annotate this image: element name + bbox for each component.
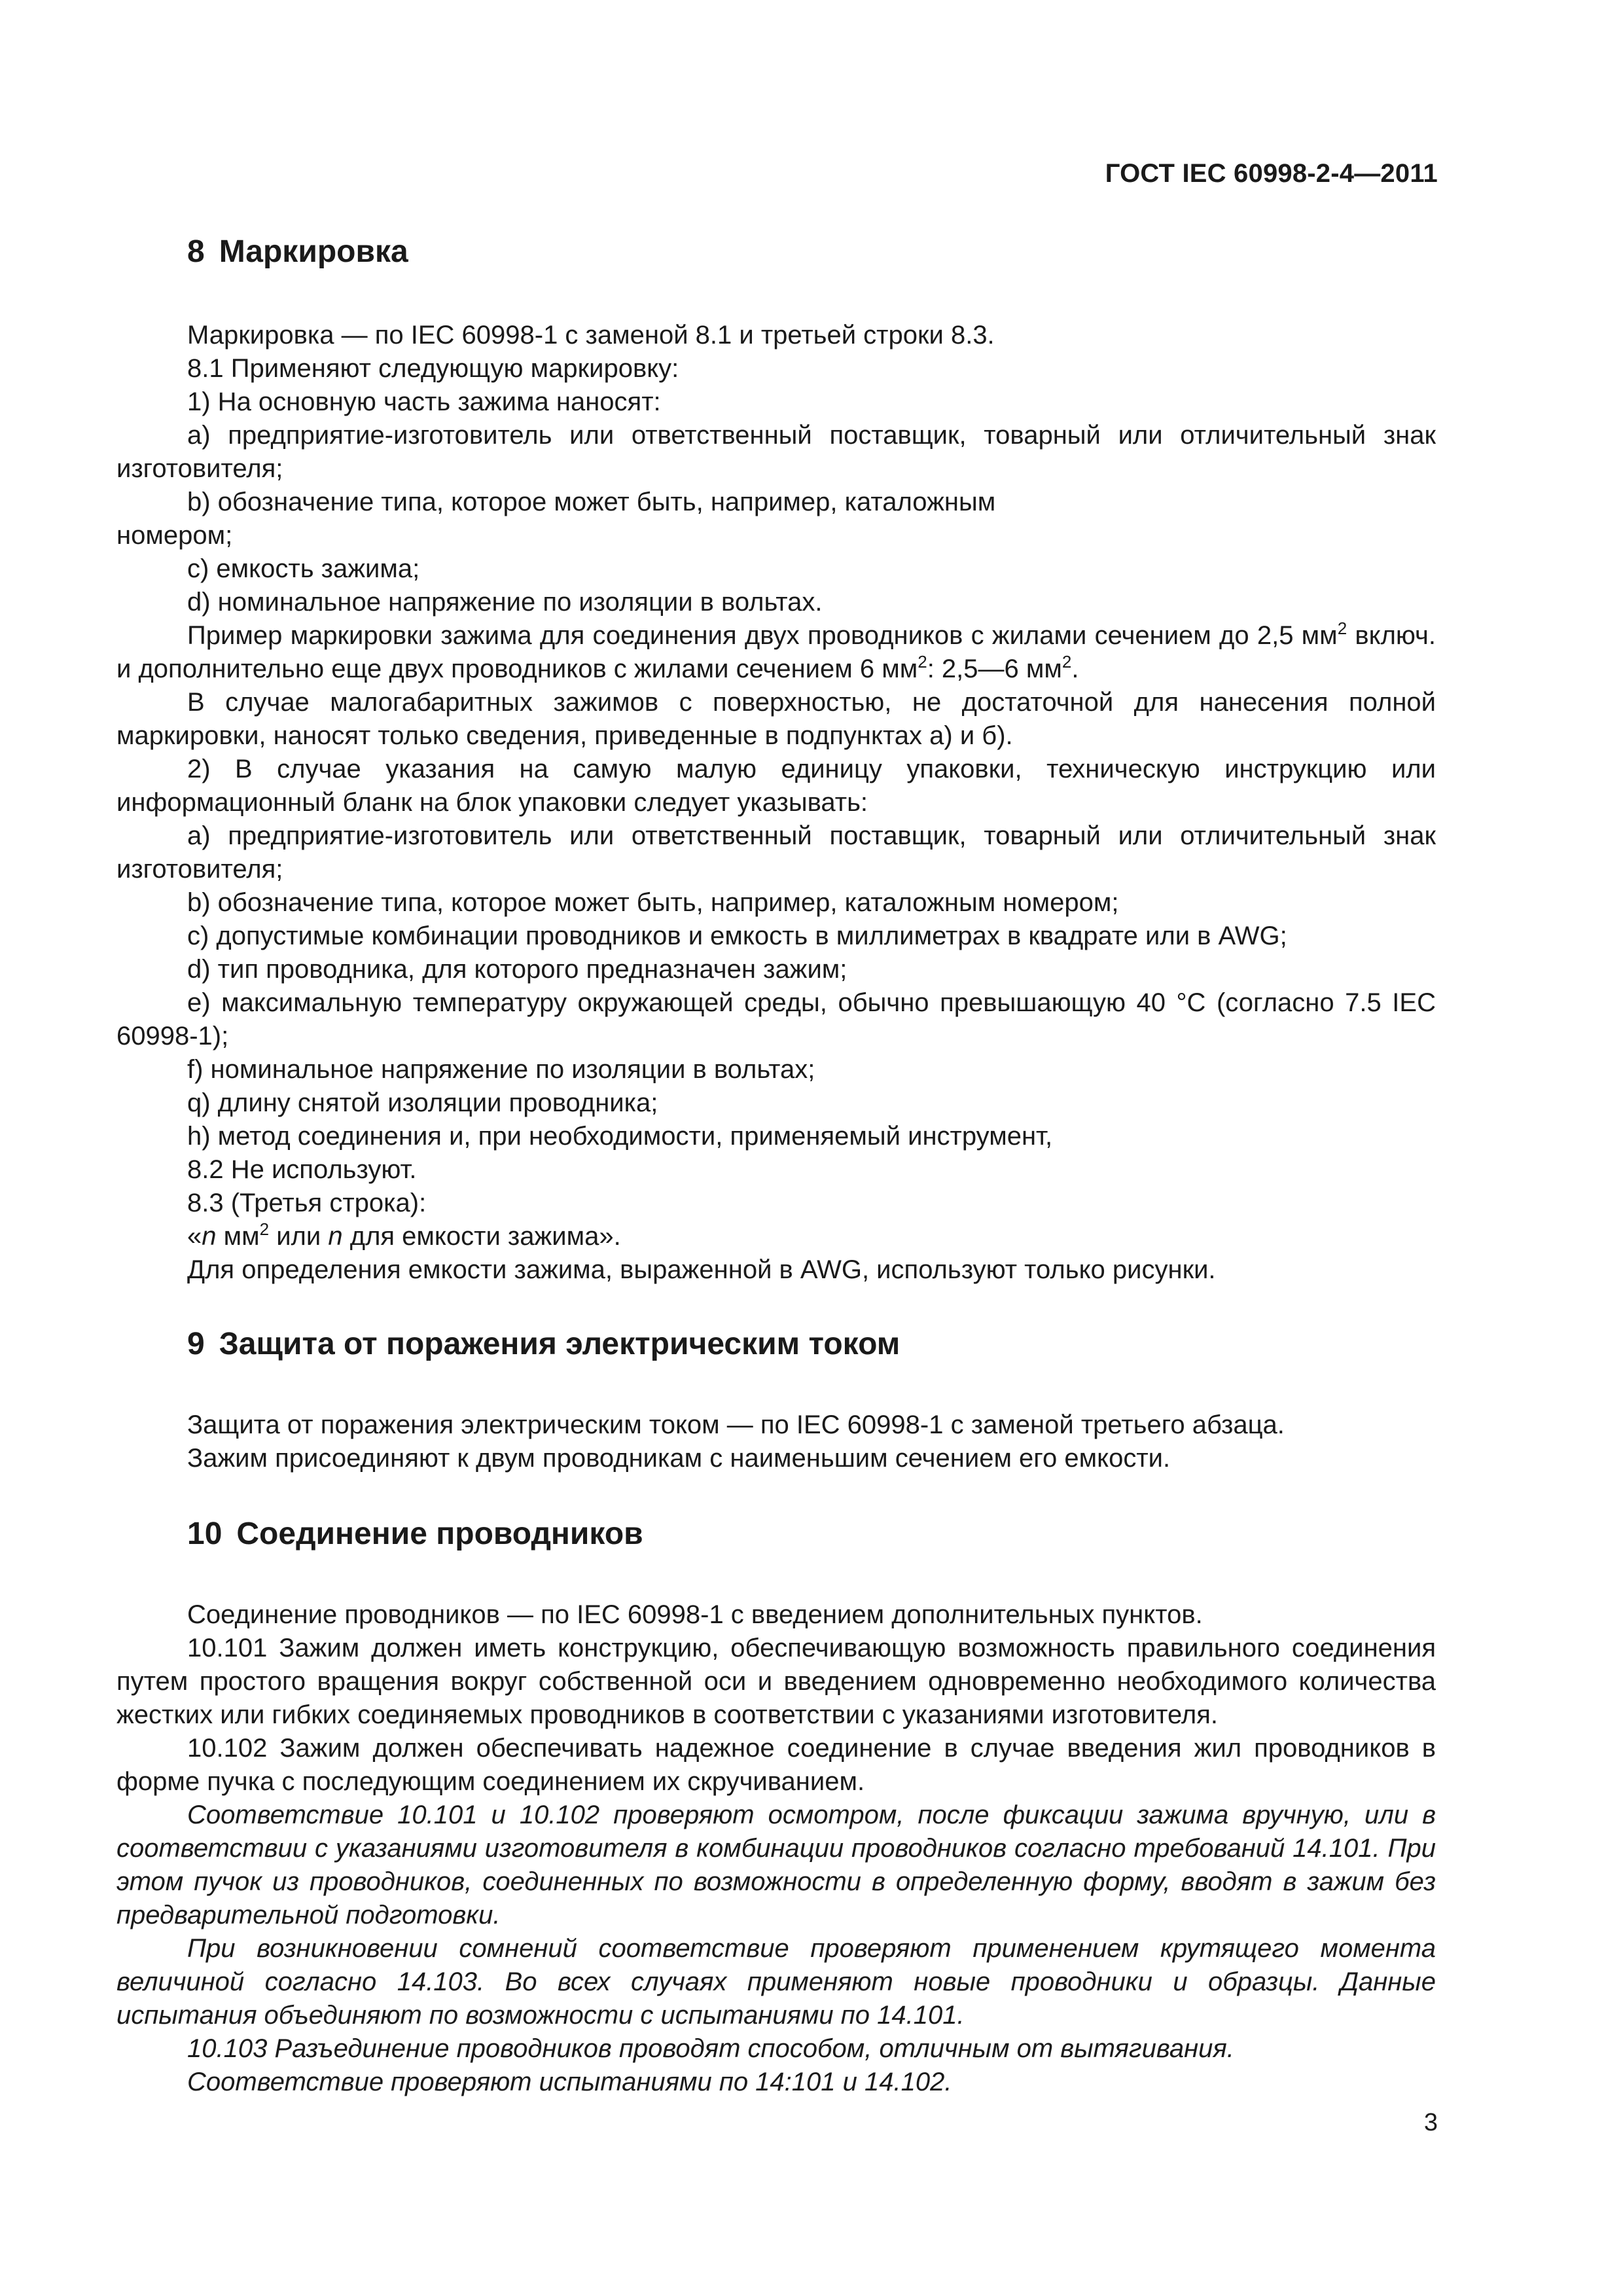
section-number: 9 (187, 1327, 205, 1361)
paragraph: 1) На основную часть зажима наносят: (187, 387, 661, 416)
list-item: h) метод соединения и, при необходимости, применяемый инструмент, (187, 1122, 1053, 1151)
paragraph: В случае малогабаритных зажимов с поверхностью, не достаточной для нанесения полной маркировки, наносят только сведения, приведенные в подпунктах а) и б). (116, 688, 1436, 750)
italic-paragraph: Соответствие 10.101 и 10.102 проверяют осмотром, после фиксации зажима вручную, или в соответствии с указаниями изготовителя в комбинации проводников согласно требований 14.101. При этом пучок из проводников, соединенных по возможности в определенную форму, вводят в зажим без предварительной подготовки. (116, 1801, 1436, 1929)
example-paragraph (116, 619, 1436, 686)
text-run: включ. и дополнительно еще двух проводников с жилами сечением 6 мм (116, 621, 1436, 683)
section-number: 8 (187, 234, 205, 269)
text-run: Пример маркировки зажима для соединения двух проводников с жилами сечением до 2,5 мм (187, 621, 1338, 650)
list-item: f) номинальное напряжение по изоляции в вольтах; (187, 1055, 815, 1084)
section-8-heading (116, 232, 1436, 272)
text-run: . (1071, 655, 1079, 683)
paragraph: 8.2 Не используют. (187, 1155, 417, 1184)
list-item-text: b) обозначение типа, которое может быть, например, каталожным номером; (116, 488, 996, 550)
page-content (116, 216, 1436, 2099)
italic-paragraph: 10.103 Разъединение проводников проводят способом, отличным от вытягивания. (187, 2034, 1234, 2063)
section-8-body (116, 319, 1436, 1287)
italic-paragraph: Соответствие проверяют испытаниями по 14:101 и 14.102. (187, 2068, 952, 2096)
section-number: 10 (187, 1516, 223, 1551)
section-9-heading (116, 1325, 1436, 1364)
paragraph: Маркировка — по IEC 60998-1 с заменой 8.1 и третьей строки 8.3. (187, 321, 995, 350)
list-item: d) номинальное напряжение по изоляции в вольтах. (187, 588, 823, 617)
list-item: b) обозначение типа, которое может быть, например, каталожным номером; (187, 888, 1119, 917)
superscript: 2 (918, 652, 927, 672)
section-title: Маркировка (219, 234, 408, 269)
section-10-heading (116, 1515, 1436, 1554)
paragraph: 2) В случае указания на самую малую единицу упаковки, техническую инструкцию или информационный бланк на блок упаковки следует указывать: (116, 755, 1436, 817)
section-9-body (116, 1408, 1436, 1475)
list-item: c) емкость зажима; (187, 554, 420, 583)
paragraph: Соединение проводников — по IEC 60998-1 с введением дополнительных пунктов. (187, 1600, 1203, 1629)
paragraph: 8.3 (Третья строка): (187, 1189, 427, 1217)
text-run: : 2,5—6 мм (927, 655, 1062, 683)
variable: n (202, 1222, 217, 1251)
superscript: 2 (1337, 619, 1347, 638)
document-code: ГОСТ IEC 60998-2-4—2011 (1105, 159, 1438, 188)
list-item: c) допустимые комбинации проводников и емкость в миллиметрах в квадрате или в AWG; (187, 922, 1287, 950)
superscript: 2 (1061, 652, 1072, 672)
section-10-body (116, 1598, 1436, 2099)
paragraph: Защита от поражения электрическим током — по IEC 60998-1 с заменой третьего абзаца. (187, 1410, 1285, 1439)
text-run: мм (216, 1222, 260, 1251)
superscript: 2 (259, 1219, 270, 1239)
paragraph: Для определения емкости зажима, выраженной в AWG, используют только рисунки. (187, 1255, 1216, 1284)
list-item: e) максимальную температуру окружающей среды, обычно превышающую 40 °С (согласно 7.5 IEC 60998-1); (116, 988, 1436, 1050)
text-run: для емкости зажима». (342, 1222, 621, 1251)
section-title: Защита от поражения электрическим током (219, 1327, 901, 1361)
list-item: a) предприятие-изготовитель или ответственный поставщик, товарный или отличительный знак изготовителя; (116, 421, 1436, 483)
list-item: a) предприятие-изготовитель или ответственный поставщик, товарный или отличительный знак изготовителя; (116, 821, 1436, 884)
paragraph: 8.1 Применяют следующую маркировку: (187, 354, 679, 383)
section-title: Соединение проводников (236, 1516, 643, 1551)
quoted-line (116, 1220, 1436, 1253)
page-number: 3 (1423, 2109, 1438, 2136)
italic-paragraph: При возникновении сомнений соответствие проверяют применением крутящего момента величиной согласно 14.103. Во всех случаях применяют новые проводники и образцы. Данные испытания объединяют по возможности с испытаниями по 14.101. (116, 1934, 1436, 2030)
paragraph: 10.102 Зажим должен обеспечивать надежное соединение в случае введения жил проводников в форме пучка с последующим соединением их скручиванием. (116, 1734, 1436, 1796)
text-run: или (269, 1222, 329, 1251)
variable: n (328, 1222, 343, 1251)
list-item (116, 486, 1436, 552)
list-item: q) длину снятой изоляции проводника; (187, 1088, 658, 1117)
list-item: d) тип проводника, для которого предназначен зажим; (187, 955, 847, 984)
paragraph: 10.101 Зажим должен иметь конструкцию, обеспечивающую возможность правильного соединения путем простого вращения вокруг собственной оси и введением одновременно необходимого количества жестких или гибких соединяемых проводников в соответствии с указаниями изготовителя. (116, 1634, 1436, 1729)
text-run: « (187, 1222, 202, 1251)
paragraph: Зажим присоединяют к двум проводникам с наименьшим сечением его емкости. (187, 1444, 1171, 1473)
